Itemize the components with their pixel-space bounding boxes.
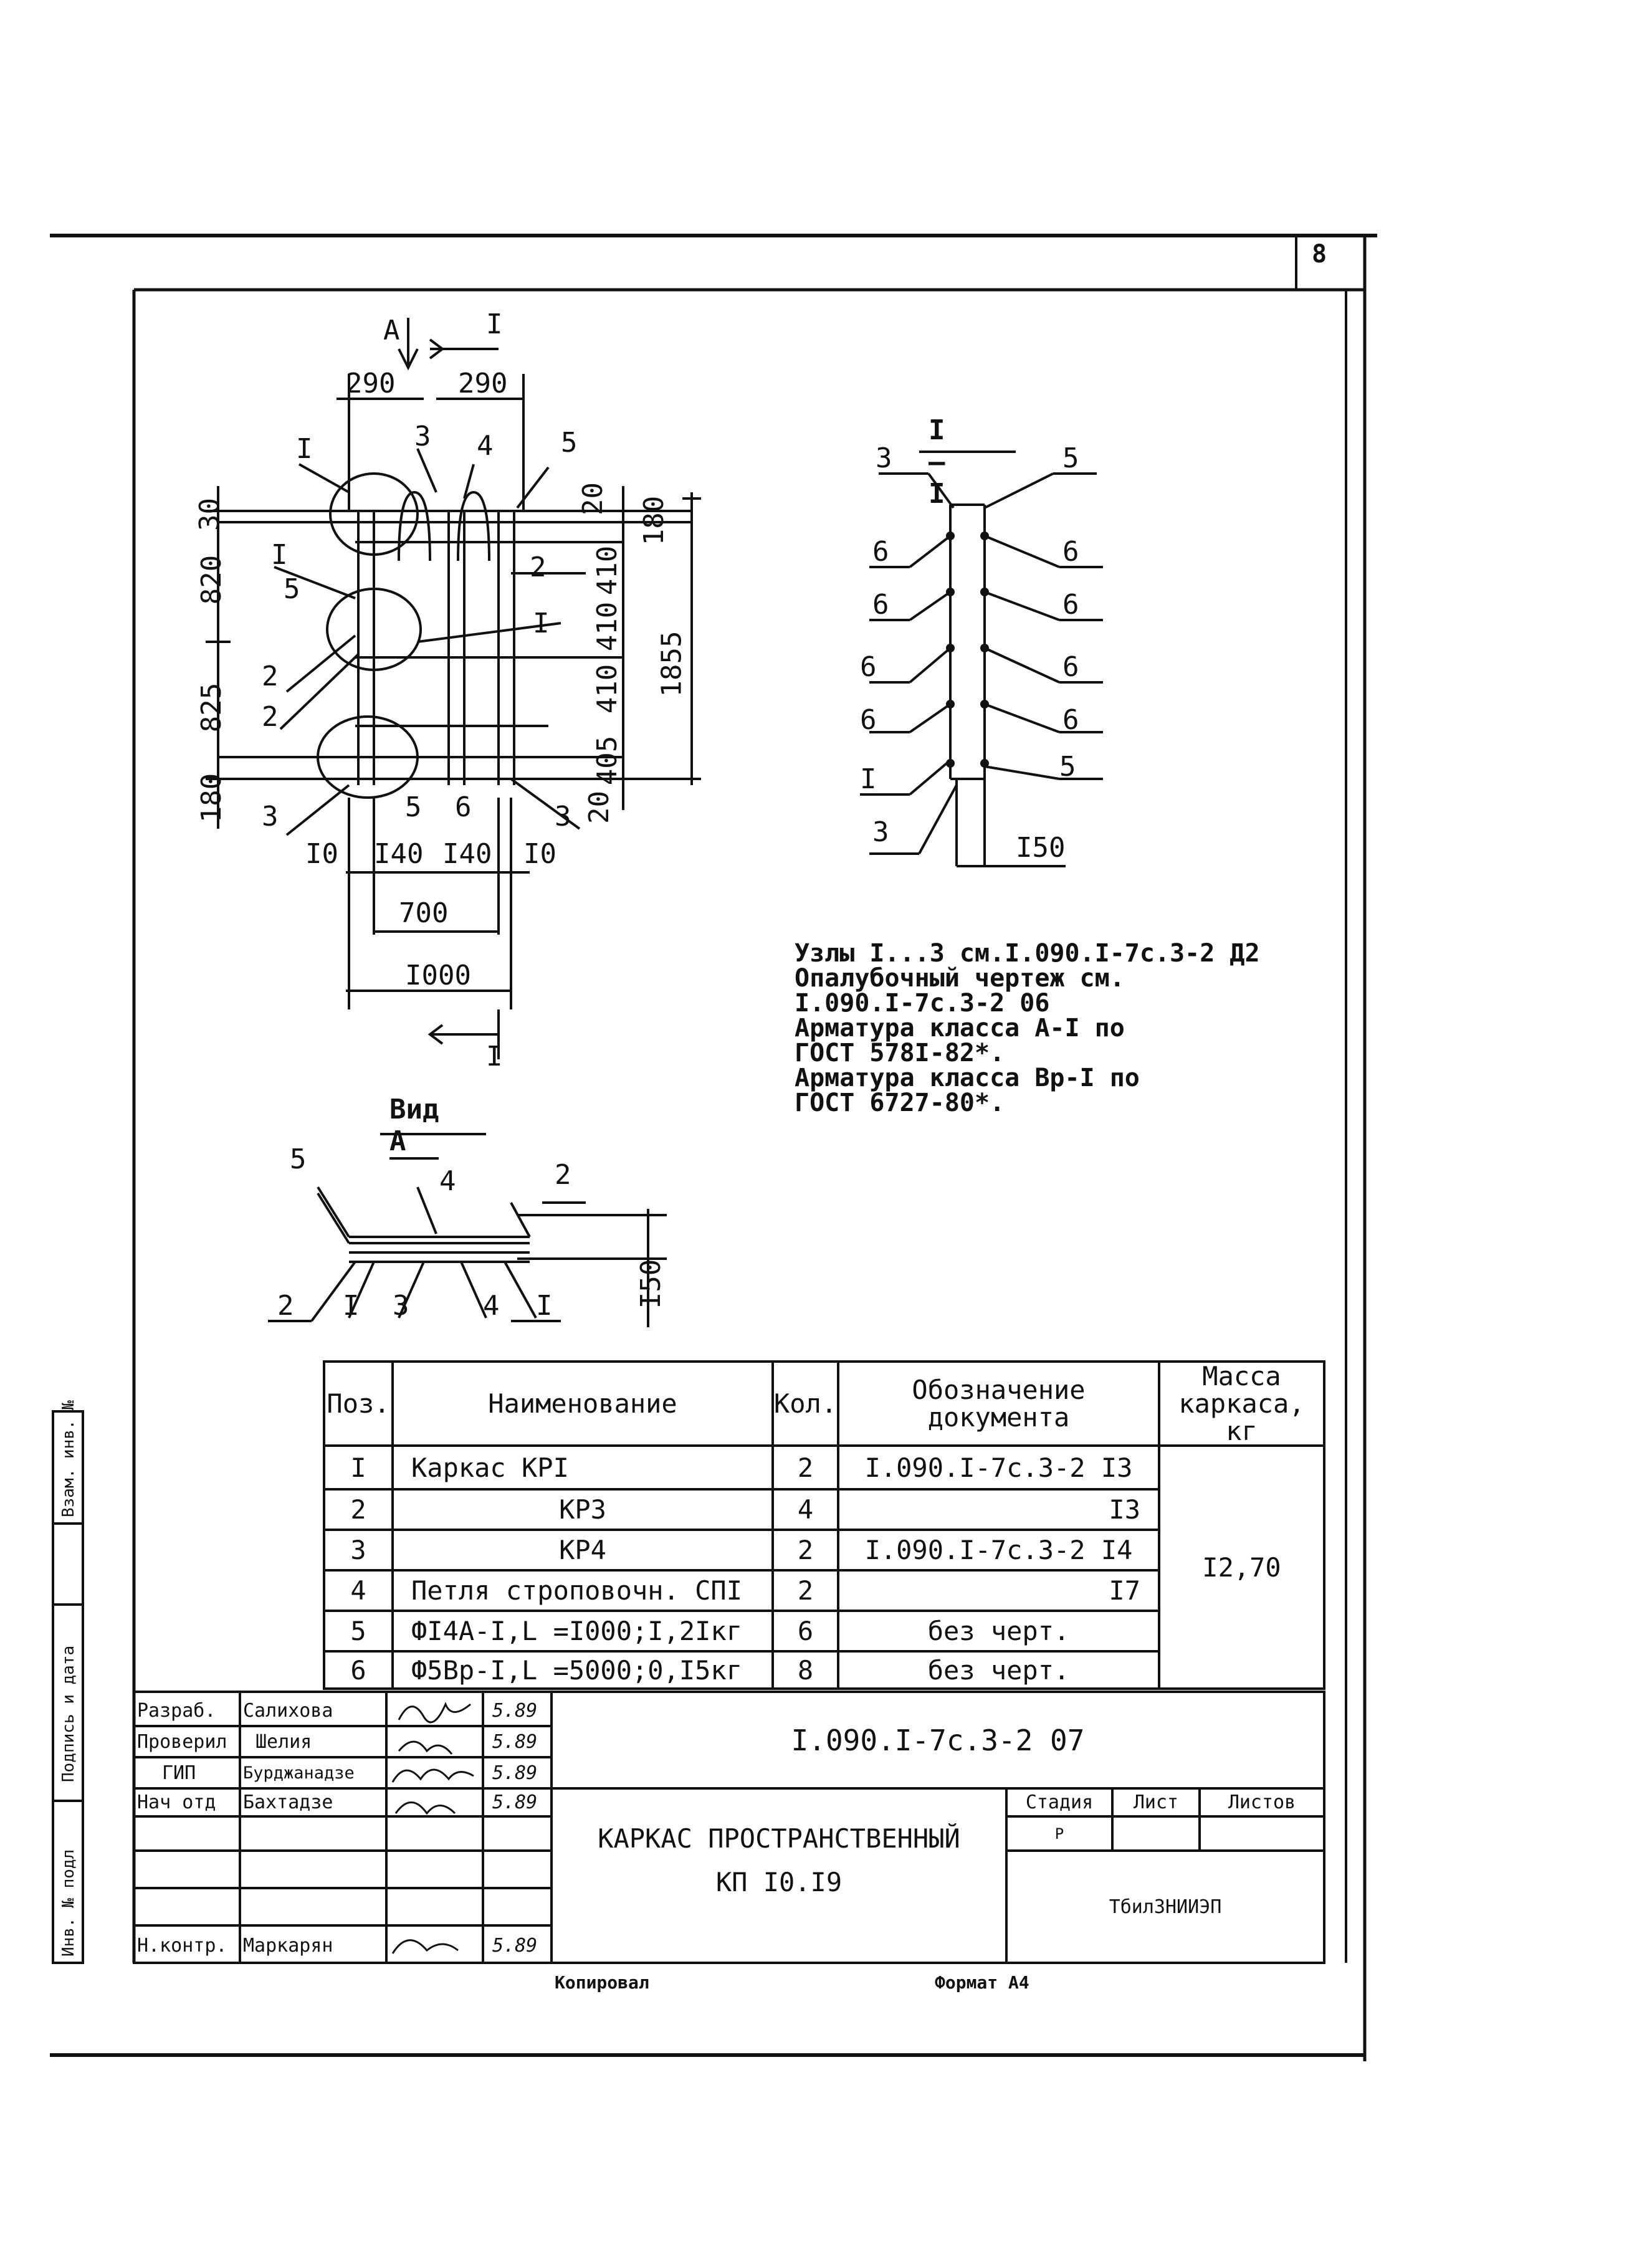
row2-qty: 4 (797, 1494, 814, 1525)
row6-doc: без черт. (927, 1654, 1070, 1686)
row3-doc: I.090.I-7с.3-2 I4 (864, 1535, 1133, 1565)
callout-bottom-5: 5 (405, 791, 422, 823)
row5-name: ФI4А-I,L =I000;I,2Iкг (411, 1616, 743, 1646)
row5-pos: 5 (350, 1616, 366, 1646)
tb-name-2: Шелия (255, 1730, 312, 1753)
row6-name: Ф5Вр-I,L =5000;0,I5кг (411, 1654, 743, 1686)
drawing-notes (795, 941, 1260, 1115)
side-stamp-sign: Подпись и дата (59, 1645, 78, 1782)
view-a-callout-5: 5 (290, 1143, 307, 1175)
section-left-1: I (860, 763, 877, 795)
dim-left-180: 180 (196, 773, 228, 823)
view-a-callout-2b: 2 (277, 1290, 294, 1322)
callout-left-1: I (271, 539, 288, 571)
row4-doc: I7 (1109, 1575, 1140, 1606)
section-right-6d: 6 (1062, 704, 1079, 736)
view-a-callout-1b: I (536, 1290, 553, 1322)
callout-mid-1: I (533, 608, 550, 639)
callout-left-5: 5 (284, 573, 300, 605)
dim-left-820: 820 (196, 555, 228, 605)
tb-date-4: 5.89 (492, 1791, 538, 1813)
section-right-5b: 5 (1059, 751, 1076, 783)
row2-name: КР3 (559, 1494, 606, 1525)
tb-role-4: Нач отд (137, 1791, 216, 1813)
side-stamp-replace: Взам. инв. № (59, 1400, 78, 1517)
section-left-6a: 6 (872, 536, 889, 568)
callout-left-3: 3 (262, 801, 279, 832)
dim-bottom-140b: I40 (442, 838, 492, 870)
row4-qty: 2 (797, 1575, 814, 1606)
note-line-2: Опалубочный чертеж см. (795, 964, 1125, 993)
drawing-title-line1: КАРКАС ПРОСТРАНСТВЕННЫЙ (598, 1823, 960, 1854)
section-right-6c: 6 (1062, 651, 1079, 683)
row4-pos: 4 (350, 1575, 366, 1606)
tb-name-7: Маркарян (243, 1935, 333, 1957)
document-code: I.090.I-7с.3-2 07 (791, 1723, 1085, 1757)
tb-date-1: 5.89 (492, 1699, 538, 1722)
tb-name-3: Бурджанадзе (243, 1763, 355, 1783)
drawing-title-line2: КП I0.I9 (715, 1866, 843, 1897)
tb-role-3: ГИП (162, 1762, 196, 1784)
sheet-label: Лист (1133, 1791, 1179, 1813)
row3-pos: 3 (350, 1535, 366, 1565)
section-right-5a: 5 (1062, 442, 1079, 474)
row4-name: Петля строповочн. СПI (411, 1575, 743, 1606)
callout-bottom-3: 3 (555, 801, 571, 832)
sheets-label: Листов (1228, 1791, 1296, 1813)
tb-name-4: Бахтадзе (243, 1791, 333, 1813)
footer-copied: Копировал (555, 1972, 649, 1993)
callout-top-4: 4 (477, 430, 494, 462)
section-bars (946, 532, 989, 768)
row1-pos: I (350, 1452, 366, 1483)
stage-value: Р (1054, 1825, 1064, 1843)
sheet-number: 8 (1312, 240, 1327, 269)
tb-role-7: Н.контр. (137, 1935, 227, 1957)
th-mass: Масса каркаса, кг (1178, 1360, 1305, 1446)
row3-qty: 2 (797, 1535, 814, 1565)
section-left-6d: 6 (860, 704, 877, 736)
side-stamp-inv: Инв. № подл (59, 1849, 78, 1957)
note-line-5: ГОСТ 578I-82*. (795, 1039, 1005, 1067)
row6-pos: 6 (350, 1654, 366, 1686)
note-line-6: Арматура класса Вр-I по (795, 1064, 1140, 1092)
plan-view (206, 318, 701, 1059)
tb-role-2: Проверил (137, 1730, 227, 1753)
tb-date-3: 5.89 (492, 1762, 538, 1784)
dim-bottom-10b: I0 (523, 838, 556, 870)
mass-value: I2,70 (1202, 1552, 1281, 1583)
row2-doc: I3 (1109, 1494, 1140, 1525)
dim-right-20b: 20 (583, 791, 615, 824)
section-left-6b: 6 (872, 589, 889, 621)
view-a (268, 1134, 667, 1327)
stage-label: Стадия (1025, 1791, 1094, 1813)
dim-left-825: 825 (196, 682, 228, 733)
footer-format: Формат А4 (935, 1972, 1029, 1993)
callout-left-2b: 2 (262, 701, 279, 733)
row3-name: КР4 (559, 1535, 606, 1565)
view-a-callout-4: 4 (439, 1165, 456, 1197)
section-mark-bottom: I (486, 1041, 503, 1072)
row5-qty: 6 (797, 1616, 814, 1646)
tb-role-1: Разраб. (137, 1699, 216, 1722)
dim-1000: I000 (405, 960, 471, 991)
row1-doc: I.090.I-7с.3-2 I3 (864, 1452, 1133, 1483)
section-right-6b: 6 (1062, 589, 1079, 621)
dim-700: 700 (399, 897, 449, 929)
callout-mid-2: 2 (530, 551, 547, 583)
row6-qty: 8 (797, 1654, 814, 1686)
tb-date-2: 5.89 (492, 1730, 538, 1753)
callout-bottom-6: 6 (455, 791, 472, 823)
row5-doc: без черт. (927, 1616, 1070, 1646)
signatures (393, 1704, 474, 1953)
view-a-callout-4b: 4 (483, 1290, 500, 1322)
tb-date-7: 5.89 (492, 1935, 538, 1957)
dim-right-405: 405 (591, 735, 624, 786)
th-name: Наименование (488, 1388, 677, 1419)
row1-name: Каркас КРI (411, 1452, 569, 1483)
dim-right-410a: 410 (591, 545, 624, 596)
row2-pos: 2 (350, 1494, 366, 1525)
dim-right-410c: 410 (591, 664, 624, 714)
dim-left-30: 30 (193, 498, 226, 531)
note-line-7: ГОСТ 6727-80*. (795, 1089, 1005, 1117)
note-line-3: I.090.I-7с.3-2 06 (795, 989, 1050, 1018)
dim-bottom-10a: I0 (305, 838, 338, 870)
view-a-callout-3: 3 (393, 1290, 409, 1322)
section-left-3b: 3 (872, 816, 889, 848)
dim-right-180: 180 (638, 495, 671, 546)
note-line-1: Узлы I...3 см.I.090.I-7с.3-2 Д2 (795, 939, 1260, 968)
section-mark-1: I (486, 308, 503, 340)
dim-total-1855: 1855 (656, 631, 688, 697)
th-qty: Кол. (773, 1388, 838, 1419)
view-a-title: Вид А (389, 1094, 439, 1160)
section-dim-150: I50 (1016, 832, 1066, 864)
view-a-dim-150: I50 (635, 1259, 667, 1309)
dim-290-right: 290 (458, 368, 508, 399)
callout-top-1: I (296, 433, 313, 465)
view-a-callout-1: I (343, 1290, 360, 1322)
dim-right-410b: 410 (591, 601, 624, 652)
callout-top-3: 3 (414, 421, 431, 452)
section-mark-a: А (383, 315, 400, 346)
th-doc: Обозначение документа (912, 1374, 1086, 1433)
section-title: I – I (929, 414, 945, 510)
section-left-6c: 6 (860, 651, 877, 683)
row1-qty: 2 (797, 1452, 814, 1483)
section-left-3a: 3 (876, 442, 892, 474)
callout-top-5: 5 (561, 427, 578, 459)
organization: ТбилЗНИИЭП (1109, 1896, 1222, 1918)
callout-left-2a: 2 (262, 661, 279, 692)
view-a-callout-2: 2 (555, 1159, 571, 1191)
dim-290-left: 290 (346, 368, 396, 399)
dim-bottom-140a: I40 (374, 838, 424, 870)
section-right-6a: 6 (1062, 536, 1079, 568)
dim-right-20a: 20 (576, 482, 609, 515)
note-line-4: Арматура класса А-I по (795, 1014, 1125, 1042)
tb-name-1: Салихова (243, 1699, 333, 1722)
th-pos: Поз. (327, 1388, 390, 1419)
